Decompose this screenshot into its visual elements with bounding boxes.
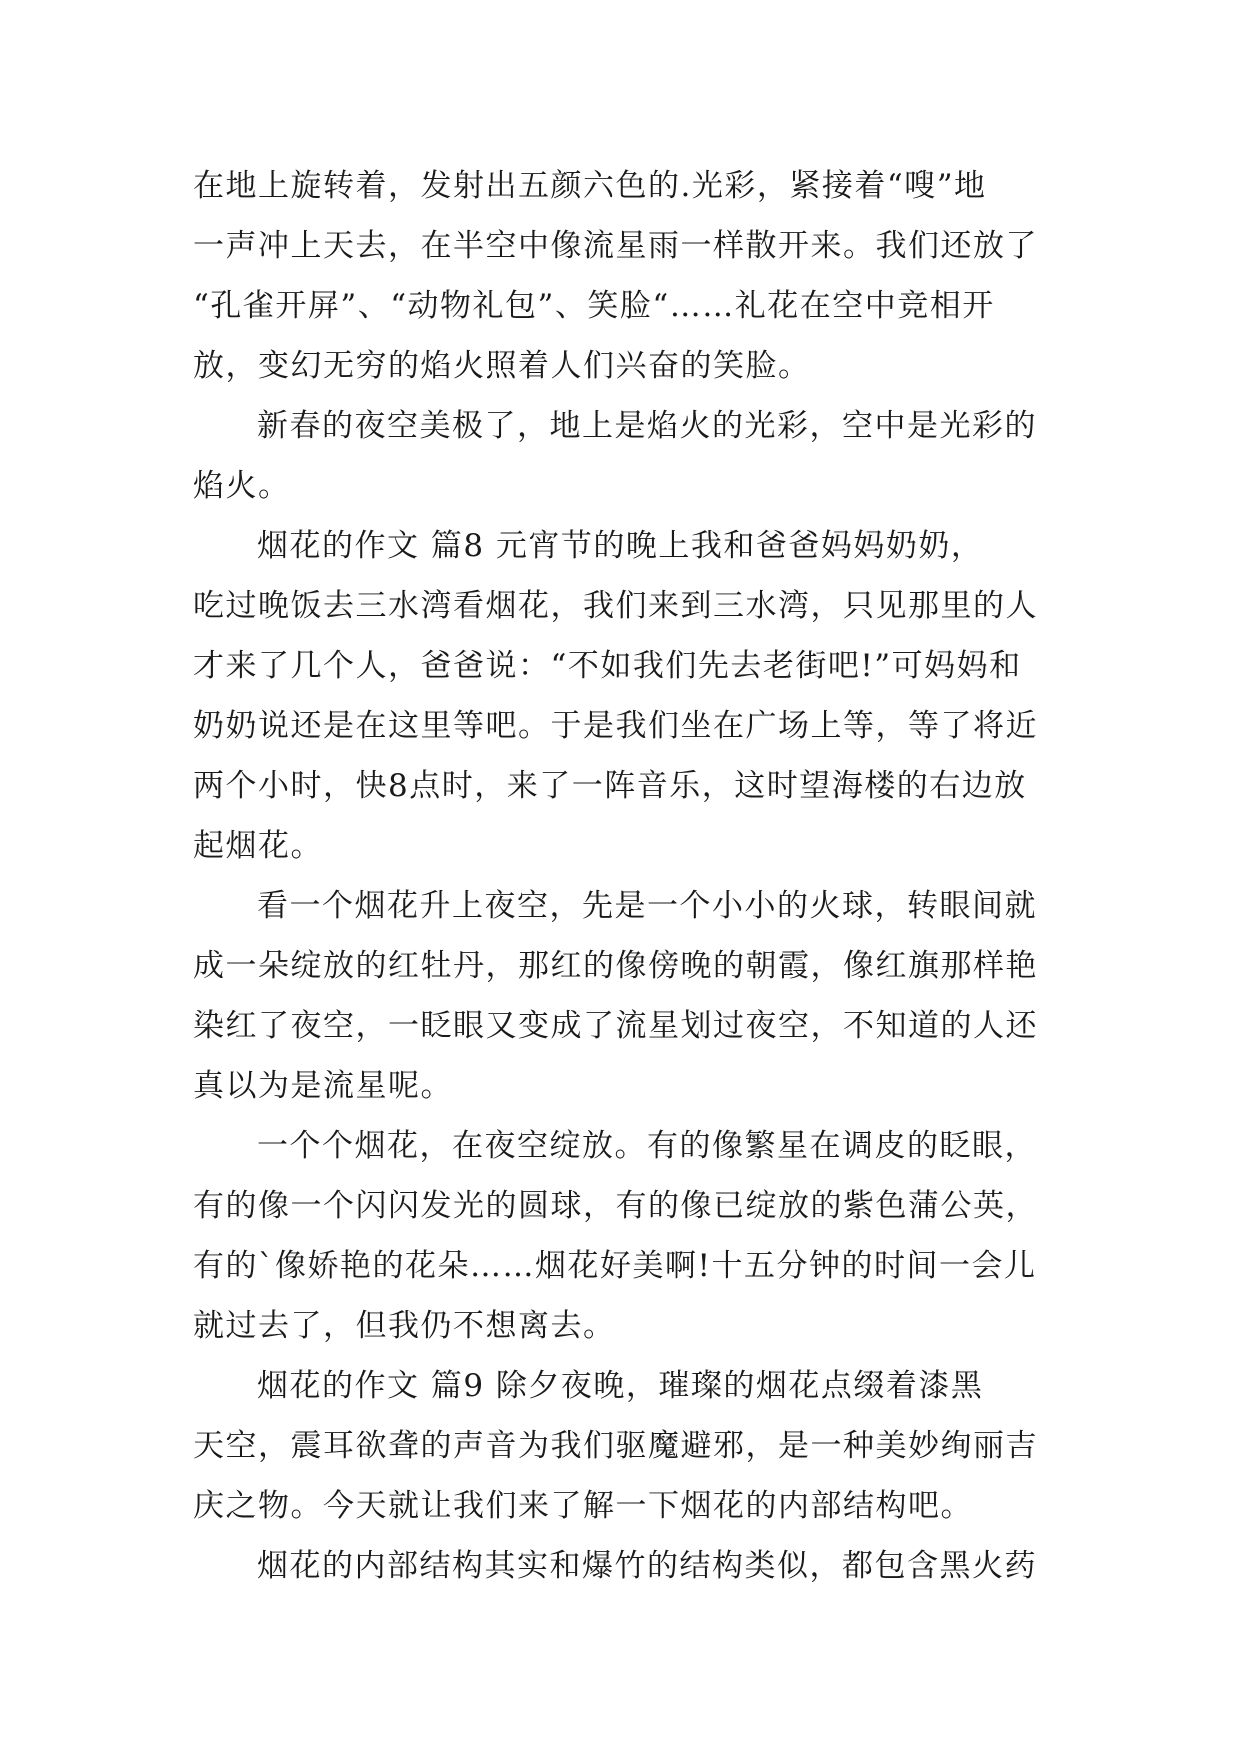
paragraph-start-line: 新春的夜空美极了，地上是焰火的光彩，空中是光彩的 <box>257 408 1037 444</box>
paragraph-start-line: 看一个烟花升上夜空，先是一个小小的火球，转眼间就 <box>257 888 1037 924</box>
section-heading-line: 烟花的作文 篇9 除夕夜晚，璀璨的烟花点缀着漆黑 <box>257 1368 984 1404</box>
text-line: 两个小时，快8点时，来了一阵音乐，这时望海楼的右边放 <box>193 768 1027 804</box>
body-text <box>193 156 1051 1596</box>
text-line: 起烟花。 <box>193 828 323 864</box>
text-line: 天空，震耳欲聋的声音为我们驱魔避邪，是一种美妙绚丽吉 <box>193 1428 1038 1464</box>
text-line: 有的`像娇艳的花朵……烟花好美啊!十五分钟的时间一会儿 <box>193 1248 1037 1284</box>
paragraph-start-line: 一个个烟花，在夜空绽放。有的像繁星在调皮的眨眼， <box>257 1128 1037 1164</box>
text-line: 染红了夜空，一眨眼又变成了流星划过夜空，不知道的人还 <box>193 1008 1038 1044</box>
text-line: 才来了几个人，爸爸说：“不如我们先去老街吧!”可妈妈和 <box>193 648 1022 684</box>
text-line: 就过去了，但我仍不想离去。 <box>193 1308 616 1344</box>
paragraph-start-line: 烟花的内部结构其实和爆竹的结构类似，都包含黑火药 <box>257 1548 1037 1584</box>
text-line: 吃过晚饭去三水湾看烟花，我们来到三水湾，只见那里的人 <box>193 588 1038 624</box>
section-heading-line: 烟花的作文 篇8 元宵节的晚上我和爸爸妈妈奶奶， <box>257 528 984 564</box>
text-line: 放，变幻无穷的焰火照着人们兴奋的笑脸。 <box>193 348 811 384</box>
text-line: 一声冲上天去，在半空中像流星雨一样散开来。我们还放了 <box>193 228 1038 264</box>
text-line: 在地上旋转着，发射出五颜六色的.光彩，紧接着“嗖”地 <box>193 168 987 204</box>
text-line: 庆之物。今天就让我们来了解一下烟花的内部结构吧。 <box>193 1488 973 1524</box>
text-line: “孔雀开屏”、“动物礼包”、笑脸“……礼花在空中竞相开 <box>193 288 995 324</box>
text-line: 焰火。 <box>193 468 291 504</box>
text-line: 成一朵绽放的红牡丹，那红的像傍晚的朝霞，像红旗那样艳 <box>193 948 1038 984</box>
text-line: 真以为是流星呢。 <box>193 1068 453 1104</box>
text-line: 有的像一个闪闪发光的圆球，有的像已绽放的紫色蒲公英， <box>193 1188 1038 1224</box>
text-line: 奶奶说还是在这里等吧。于是我们坐在广场上等，等了将近 <box>193 708 1038 744</box>
